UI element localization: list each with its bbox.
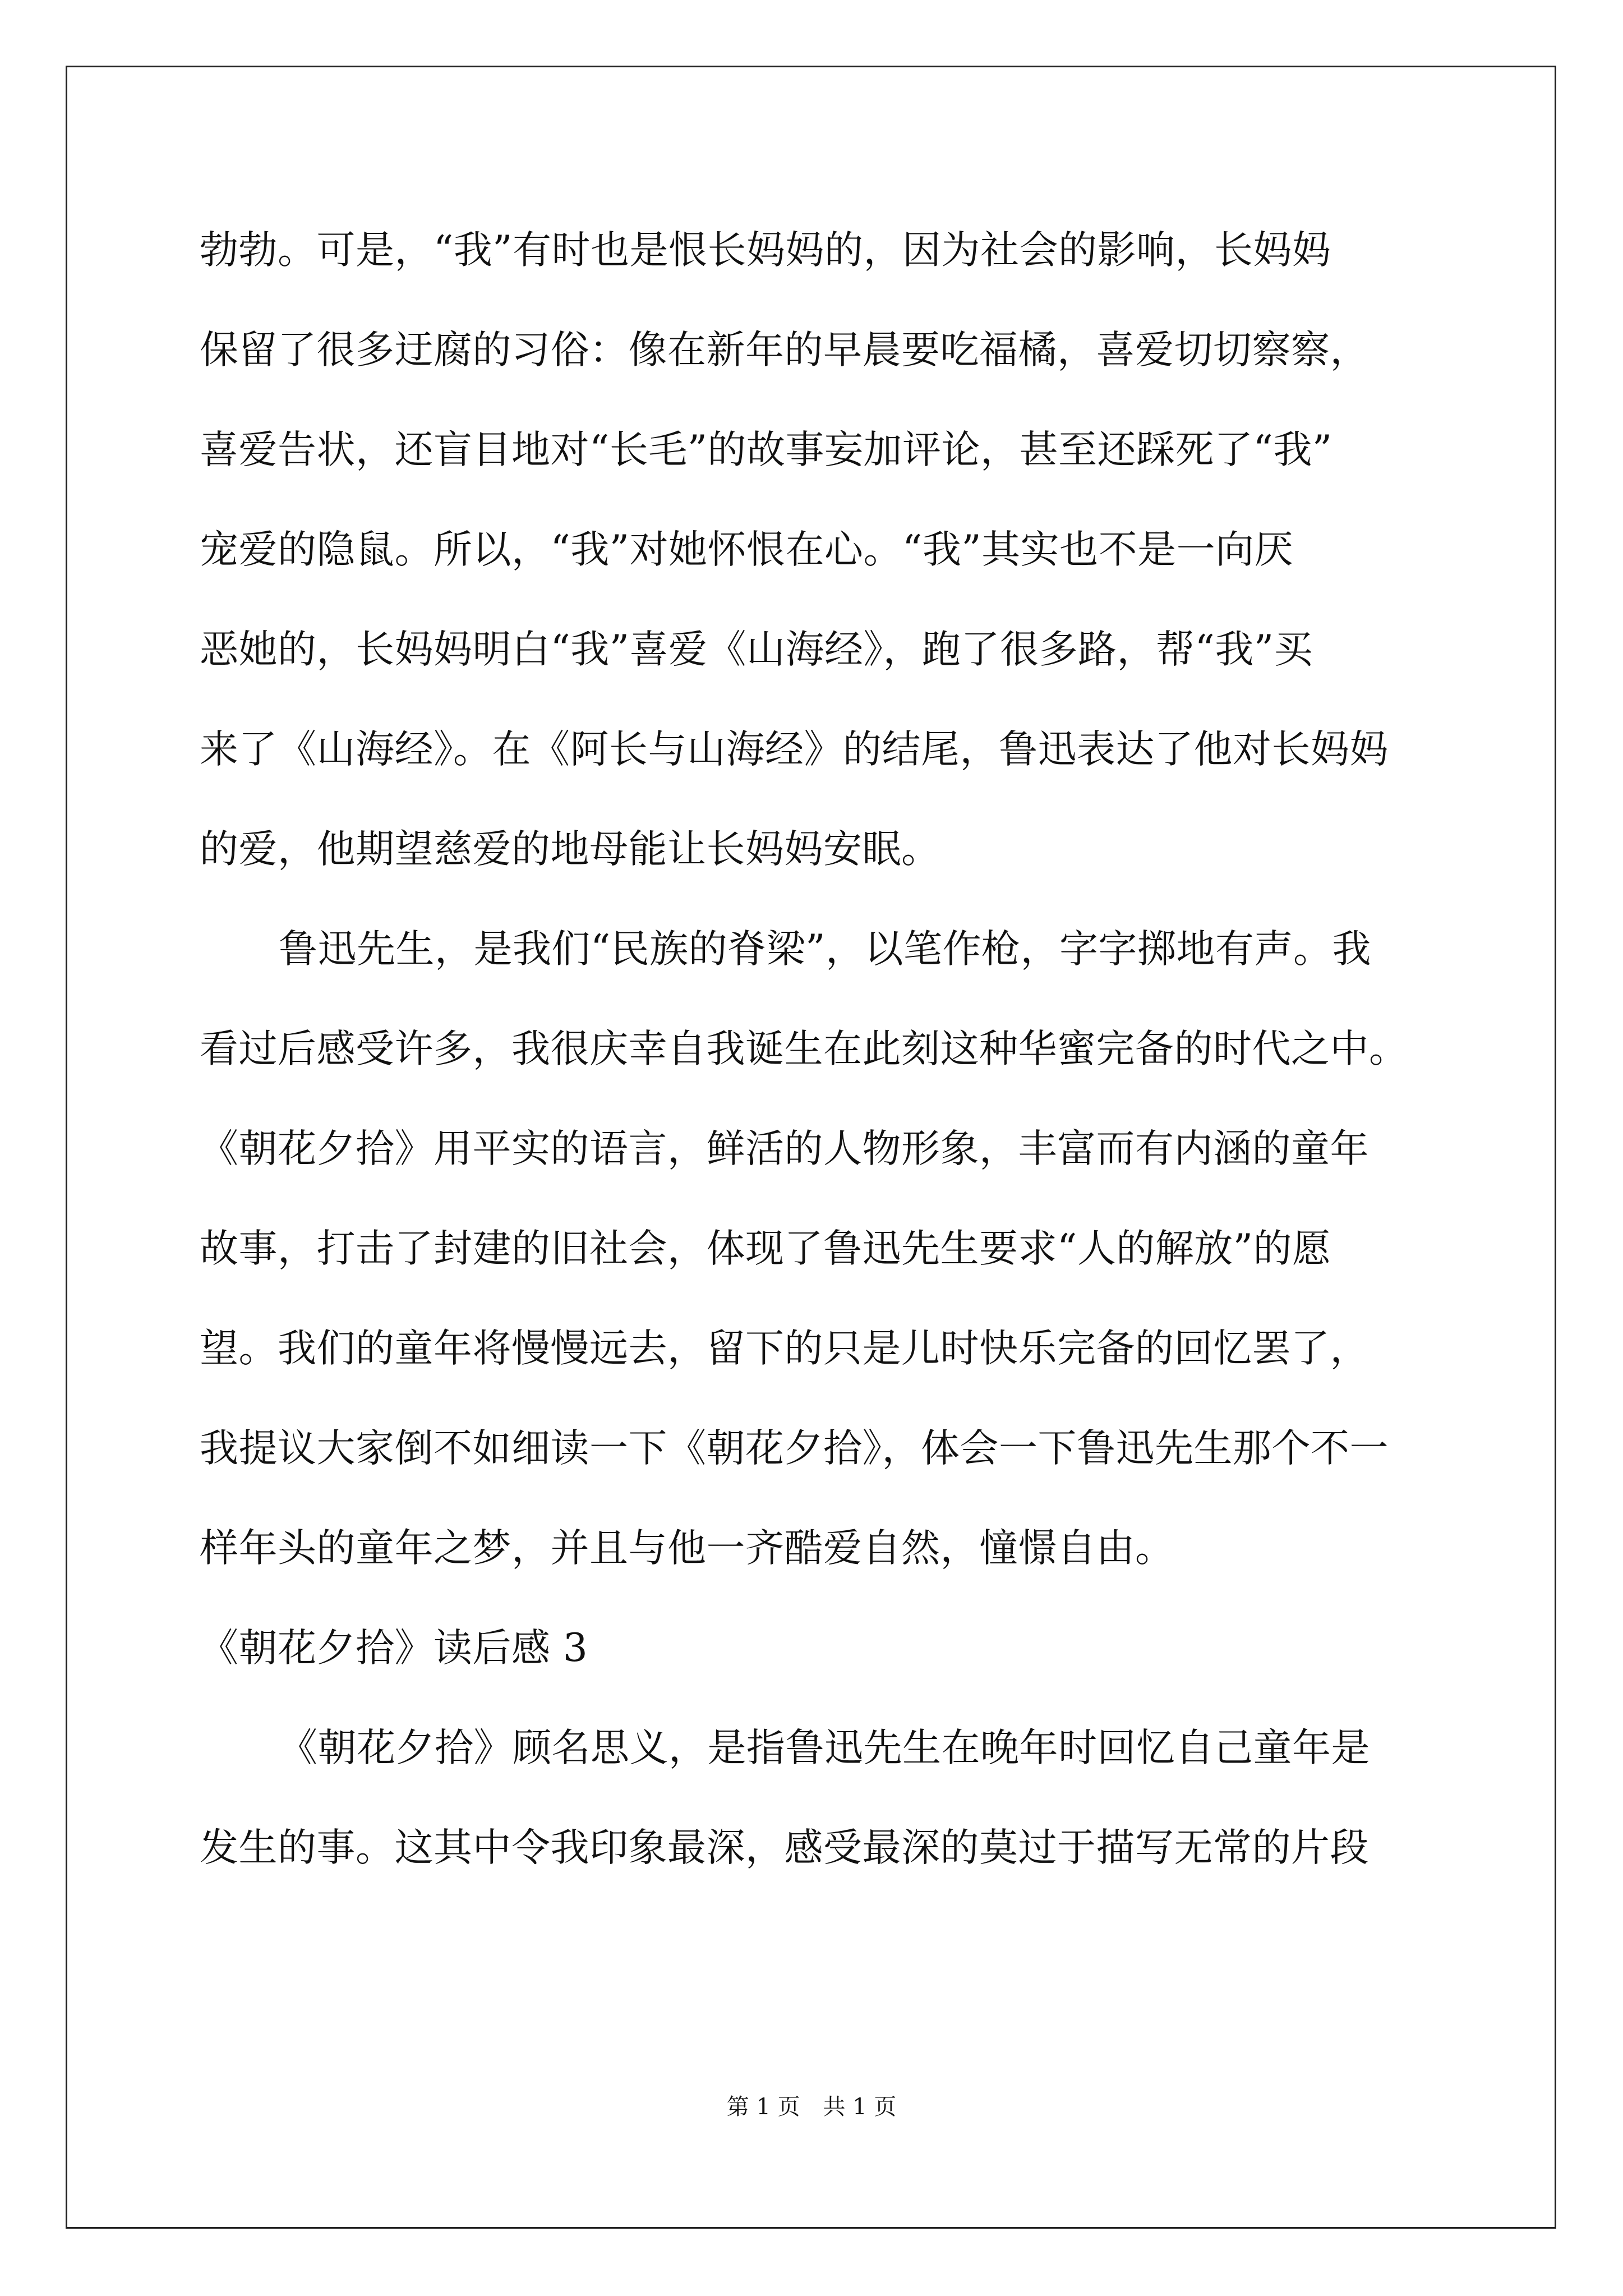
page-total: 共 1 页: [823, 2094, 897, 2120]
page-footer: [0, 2090, 1623, 2124]
paragraph-line: 的爱，他期望慈爱的地母能让长妈妈安眠。: [200, 827, 940, 872]
paragraph-line: 看过后感受许多，我很庆幸自我诞生在此刻这种华蜜完备的时代之中。: [200, 1027, 1408, 1071]
paragraph-line: 发生的事。这其中令我印象最深，感受最深的莫过于描写无常的片段: [200, 1825, 1369, 1870]
paragraph-line: 《朝花夕拾》用平实的语言，鲜活的人物形象，丰富而有内涵的童年: [200, 1126, 1369, 1171]
paragraph-line: 样年头的童年之梦，并且与他一齐酷爱自然，憧憬自由。: [200, 1526, 1174, 1571]
page-number: 第 1 页: [726, 2094, 800, 2120]
section-heading: 《朝花夕拾》读后感 3: [200, 1626, 588, 1671]
paragraph-line: 望。我们的童年将慢慢远去，留下的只是儿时快乐完备的回忆罢了，: [200, 1326, 1369, 1371]
paragraph-line: 故事，打击了封建的旧社会，体现了鲁迅先生要求“人的解放”的愿: [200, 1226, 1331, 1271]
paragraph-line: 来了《山海经》。在《阿长与山海经》的结尾，鲁迅表达了他对长妈妈: [200, 727, 1389, 772]
paragraph-line: 宠爱的隐鼠。所以，“我”对她怀恨在心。“我”其实也不是一向厌: [200, 527, 1294, 572]
paragraph-line: 勃勃。可是，“我”有时也是恨长妈妈的，因为社会的影响，长妈妈: [200, 228, 1331, 273]
paragraph-line: 喜爱告状，还盲目地对“长毛”的故事妄加评论，甚至还踩死了“我”: [200, 427, 1332, 472]
paragraph-line: 恶她的，长妈妈明白“我”喜爱《山海经》，跑了很多路，帮“我”买: [200, 627, 1313, 672]
paragraph-line: 鲁迅先生，是我们“民族的脊梁”，以笔作枪，字字掷地有声。我: [279, 927, 1372, 972]
paragraph-line: 保留了很多迂腐的习俗：像在新年的早晨要吃福橘，喜爱切切察察，: [200, 328, 1369, 372]
paragraph-line: 《朝花夕拾》顾名思义，是指鲁迅先生在晚年时回忆自己童年是: [279, 1726, 1370, 1770]
paragraph-line: 我提议大家倒不如细读一下《朝花夕拾》，体会一下鲁迅先生那个不一: [200, 1426, 1389, 1471]
